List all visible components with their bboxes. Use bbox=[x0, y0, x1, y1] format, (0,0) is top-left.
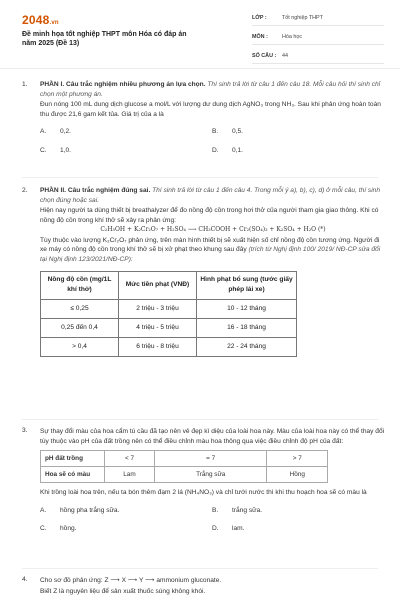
table-cell: 0,25 đến 0,4 bbox=[41, 318, 119, 337]
table-row bbox=[41, 467, 328, 483]
meta-value: 44 bbox=[282, 52, 288, 59]
column-header: Hình phạt bổ sung (tước giấy phép lái xe) bbox=[197, 271, 297, 299]
option-key: A. bbox=[40, 128, 47, 136]
question-text: Cho sơ đồ phản ứng: Z ⟶ X ⟶ Y ⟶ ammonium gluconate. bbox=[40, 577, 222, 584]
part-heading bbox=[40, 186, 386, 205]
option-text: 0,5. bbox=[232, 128, 243, 136]
part-label: PHẦN I. Câu trắc nghiệm nhiều phương án lựa chọn. bbox=[40, 81, 206, 88]
table-cell: = 7 bbox=[154, 451, 267, 467]
part-instruction: Thí sinh trả lời từ câu 1 đến câu 18. Mỗi câu hỏi thí sinh chỉ chọn một phương án. bbox=[40, 81, 381, 98]
logo-main: 2048 bbox=[22, 13, 50, 27]
table-cell: ≤ 0,25 bbox=[41, 299, 119, 318]
column-header: Mức tiền phạt (VNĐ) bbox=[119, 271, 197, 299]
meta-key: MÔN : bbox=[252, 33, 268, 40]
question-2 bbox=[22, 186, 386, 357]
row-label: Hoa sẽ có màu bbox=[41, 467, 105, 483]
table-row bbox=[41, 451, 328, 467]
option-b[interactable] bbox=[212, 506, 384, 516]
logo-suffix: .vn bbox=[49, 20, 59, 26]
question-divider bbox=[22, 177, 378, 178]
option-key: C. bbox=[40, 525, 47, 533]
option-text: hồng. bbox=[60, 525, 77, 533]
meta-key: SỐ CÂU : bbox=[252, 52, 277, 59]
option-key: A. bbox=[40, 506, 47, 514]
table-cell: 10 - 12 tháng bbox=[197, 299, 297, 318]
meta-value: Hóa học bbox=[282, 33, 303, 40]
table-cell: 2 triệu - 3 triệu bbox=[119, 299, 197, 318]
question-text: Hiện nay người ta dùng thiết bị breathalyzer để đo nồng độ cồn trong hơi thở của người tham gia giao thông. Khi có nồng độ cồn trong khí thở sẽ xảy ra phản ứng: bbox=[40, 207, 379, 224]
table-cell: Hồng bbox=[267, 467, 328, 483]
option-a[interactable] bbox=[40, 127, 212, 137]
option-d[interactable] bbox=[212, 146, 384, 156]
header bbox=[0, 0, 400, 68]
meta-row-count bbox=[252, 50, 384, 64]
part-heading bbox=[40, 80, 386, 99]
question-number: 3. bbox=[22, 427, 28, 434]
option-key: B. bbox=[212, 506, 219, 514]
part-label: PHẦN II. Câu trắc nghiệm đúng sai. bbox=[40, 187, 151, 194]
table-cell: > 0,4 bbox=[41, 337, 119, 356]
site-logo[interactable] bbox=[22, 12, 59, 29]
question-text: Đun nóng 100 mL dung dịch glucose a mol/L với lượng dư dung dịch AgNO₃ trong NH₃. Sau khi phản ứng hoàn toàn thu được 21,6 gam kết tủa. Giá trị của a là bbox=[40, 101, 381, 118]
column-header: Nồng độ cồn (mg/1L khí thở) bbox=[41, 271, 119, 299]
table-cell: 22 - 24 tháng bbox=[197, 337, 297, 356]
question-text-continued bbox=[40, 236, 386, 265]
option-a[interactable] bbox=[40, 506, 212, 516]
legal-citation: (trích từ Nghị định 100/ 2019/ NĐ-CP sửa đổi tại Nghị định 123/2021/NĐ-CP): bbox=[40, 246, 381, 263]
question-text-part: Tùy thuộc vào lượng K₂Cr₂O₇ phản ứng, trên màn hình thiết bị sẽ xuất hiện số chỉ nồng độ cồn tương ứng. Người đi xe máy có nồng độ cồn trong khí thở sẽ bị xử phạt theo khung sau đây bbox=[40, 236, 380, 254]
question-4 bbox=[22, 575, 386, 596]
header-divider bbox=[0, 68, 400, 69]
table-row bbox=[41, 337, 297, 356]
option-text: 0,1. bbox=[232, 146, 243, 154]
meta-value: Tốt nghiệp THPT bbox=[282, 14, 323, 21]
option-d[interactable] bbox=[212, 524, 384, 534]
question-divider bbox=[22, 419, 378, 420]
question-3 bbox=[22, 426, 386, 534]
table-cell: < 7 bbox=[105, 451, 155, 467]
option-text: trắng sữa. bbox=[232, 506, 263, 514]
table-cell: 16 - 18 tháng bbox=[197, 318, 297, 337]
option-b[interactable] bbox=[212, 127, 384, 137]
row-label: pH đất trồng bbox=[41, 451, 105, 467]
meta-key: LỚP : bbox=[252, 14, 267, 21]
option-key: D. bbox=[212, 146, 219, 154]
answer-options bbox=[40, 127, 386, 155]
question-1 bbox=[22, 80, 386, 155]
option-text: 0,2. bbox=[60, 128, 71, 136]
table-cell: > 7 bbox=[267, 451, 328, 467]
question-text-continued: Khi trồng loài hoa trên, nếu ta bón thêm đạm 2 lá (NH₄NO₃) và chỉ tưới nước thì khi thu hoạch hoa sẽ có màu là bbox=[40, 489, 367, 497]
option-key: D. bbox=[212, 525, 219, 533]
option-c[interactable] bbox=[40, 524, 212, 534]
question-text-continued: Biết Z là nguyên liệu để sản xuất thuốc súng không khói. bbox=[40, 587, 206, 595]
option-key: C. bbox=[40, 146, 47, 154]
option-key: B. bbox=[212, 128, 219, 136]
table-row bbox=[41, 299, 297, 318]
table-cell: Lam bbox=[105, 467, 155, 483]
question-number: 2. bbox=[22, 187, 28, 194]
question-number: 4. bbox=[22, 576, 28, 583]
question-divider bbox=[22, 568, 378, 569]
table-cell: 4 triệu - 5 triệu bbox=[119, 318, 197, 337]
table-header-row bbox=[41, 271, 297, 299]
option-text: 1,0. bbox=[60, 146, 71, 154]
question-number: 1. bbox=[22, 81, 28, 88]
table-row bbox=[41, 318, 297, 337]
option-c[interactable] bbox=[40, 146, 212, 156]
table-cell: Trắng sữa bbox=[154, 467, 267, 483]
answer-options bbox=[40, 506, 386, 534]
option-text: hồng pha trắng sữa. bbox=[60, 506, 120, 514]
reaction-equation: C₂H₅OH + K₂Cr₂O₇ + H₂SO₄ ⟶ CH₃COOH + Cr₂(SO₄)₃ + K₂SO₄ + H₂O (*) bbox=[100, 226, 326, 234]
meta-row-class bbox=[252, 12, 384, 26]
meta-row-subject bbox=[252, 31, 384, 45]
exam-meta bbox=[252, 12, 384, 69]
exam-title: Đề minh họa tốt nghiệp THPT môn Hóa có đáp án năm 2025 (Đề 13) bbox=[22, 31, 187, 48]
part-instruction: Thí sinh trả lời từ câu 1 đến câu 4. Trong mỗi ý a), b), c), d) ở mỗi câu, thí sinh chọn đúng hoặc sai. bbox=[40, 187, 381, 204]
option-text: lam. bbox=[232, 525, 245, 533]
question-text: Sự thay đổi màu của hoa cẩm tú cầu đã tạo nên vẻ đẹp kì diệu của loài hoa này. Màu của loài hoa này có thể thay đổi tùy thuộc vào pH của đất trồng nên có thể điều chỉnh màu hoa thông qua việc điều chỉnh độ pH của đất: bbox=[40, 428, 385, 445]
penalty-table bbox=[40, 271, 297, 357]
ph-color-table bbox=[40, 450, 328, 483]
table-cell: 6 triệu - 8 triệu bbox=[119, 337, 197, 356]
